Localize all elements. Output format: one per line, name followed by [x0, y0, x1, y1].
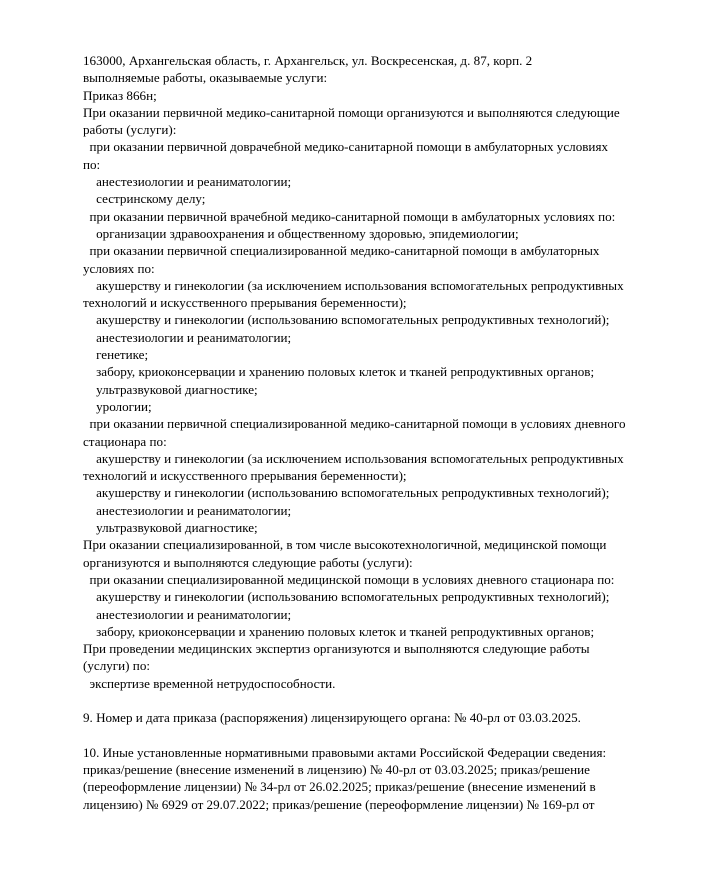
paragraph-gap: [83, 692, 683, 709]
section-10-line: (переоформление лицензии) № 34-рл от 26.02.2025; приказ/решение (внесение изменений в: [83, 779, 596, 795]
address-line: 163000, Архангельская область, г. Архангельск, ул. Воскресенская, д. 87, корп. 2: [83, 53, 533, 68]
paragraph-gap: [83, 727, 683, 744]
text-line: (услуги) по:: [83, 658, 151, 674]
text-line: при оказании первичной специализированной медико-санитарной помощи в амбулаторных: [83, 243, 600, 259]
services-heading: выполняемые работы, оказываемые услуги:: [83, 70, 328, 86]
text-line: акушерству и гинекологии (использованию вспомогательных репродуктивных технологий);: [83, 485, 610, 501]
text-line: акушерству и гинекологии (за исключением использования вспомогательных репродуктивных: [83, 450, 624, 466]
text-line: при оказании первичной врачебной медико-санитарной помощи в амбулаторных условиях по:: [83, 208, 616, 224]
text-line: ультразвуковой диагностике;: [83, 381, 258, 397]
text-line: анестезиологии и реаниматологии;: [83, 502, 292, 518]
text-line: акушерству и гинекологии (использованию вспомогательных репродуктивных технологий);: [83, 312, 610, 328]
text-line: технологий и искусственного прерывания беременности);: [83, 295, 407, 311]
document-body: [83, 52, 683, 813]
section-10-line: лицензию) № 6929 от 29.07.2022; приказ/решение (переоформление лицензии) № 169-рл от: [83, 796, 595, 812]
text-line: забору, криоконсервации и хранению половых клеток и тканей репродуктивных органов;: [83, 623, 595, 639]
text-line: акушерству и гинекологии (использованию вспомогательных репродуктивных технологий);: [83, 589, 610, 605]
text-line: анестезиологии и реаниматологии;: [83, 174, 292, 190]
text-line: по:: [83, 156, 101, 172]
text-line: при оказании первичной специализированной медико-санитарной помощи в условиях дневного: [83, 416, 626, 432]
text-line: организуются и выполняются следующие работы (услуги):: [83, 554, 413, 570]
section-10-line: приказ/решение (внесение изменений в лицензию) № 40-рл от 03.03.2025; приказ/решение: [83, 762, 590, 778]
section-9-order: 9. Номер и дата приказа (распоряжения) лицензирующего органа: № 40-рл от 03.03.2025.: [83, 710, 581, 726]
text-line: При оказании специализированной, в том числе высокотехнологичной, медицинской помощи: [83, 537, 607, 553]
text-line: организации здравоохранения и общественному здоровью, эпидемиологии;: [83, 225, 519, 241]
text-line: анестезиологии и реаниматологии;: [83, 606, 292, 622]
section-10-heading: 10. Иные установленные нормативными правовыми актами Российской Федерации сведения:: [83, 744, 607, 760]
text-line: технологий и искусственного прерывания беременности);: [83, 468, 407, 484]
text-line: стационара по:: [83, 433, 167, 449]
text-line: при оказании специализированной медицинской помощи в условиях дневного стационара по:: [83, 571, 615, 587]
text-line: при оказании первичной доврачебной медико-санитарной помощи в амбулаторных условиях: [83, 139, 609, 155]
text-line: сестринскому делу;: [83, 191, 206, 207]
text-line: При проведении медицинских экспертиз организуются и выполняются следующие работы: [83, 641, 590, 657]
text-line: При оказании первичной медико-санитарной помощи организуются и выполняются следующие: [83, 104, 620, 120]
text-line: ультразвуковой диагностике;: [83, 520, 258, 536]
order-line: Приказ 866н;: [83, 87, 157, 103]
text-line: работы (услуги):: [83, 122, 177, 138]
text-line: забору, криоконсервации и хранению половых клеток и тканей репродуктивных органов;: [83, 364, 595, 380]
text-line: урологии;: [83, 398, 152, 414]
text-line: генетике;: [83, 347, 149, 363]
text-line: условиях по:: [83, 260, 155, 276]
text-line: акушерству и гинекологии (за исключением использования вспомогательных репродуктивных: [83, 277, 624, 293]
text-line: анестезиологии и реаниматологии;: [83, 329, 292, 345]
text-line: экспертизе временной нетрудоспособности.: [83, 675, 336, 691]
